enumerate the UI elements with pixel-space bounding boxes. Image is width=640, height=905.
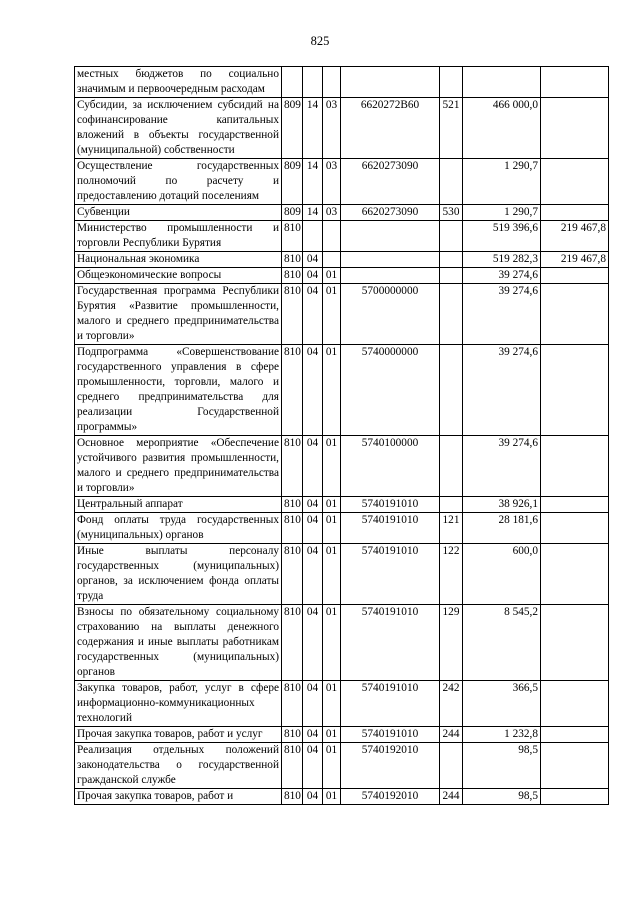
subsection-code-cell: 01 <box>323 284 341 345</box>
expense-type-cell <box>440 268 463 284</box>
target-article-cell: 5700000000 <box>341 284 440 345</box>
section-code-cell: 14 <box>303 205 323 221</box>
ministry-code-cell: 809 <box>282 98 303 159</box>
ministry-code-cell: 810 <box>282 513 303 544</box>
subsection-code-cell: 03 <box>323 98 341 159</box>
ministry-code-cell: 810 <box>282 268 303 284</box>
amount-second-cell <box>541 544 609 605</box>
budget-table <box>74 66 609 805</box>
amount-cell: 1 232,8 <box>463 727 541 743</box>
section-code-cell: 14 <box>303 159 323 205</box>
amount-second-cell <box>541 789 609 805</box>
subsection-code-cell: 01 <box>323 605 341 681</box>
expense-type-cell <box>440 345 463 436</box>
target-article-cell <box>341 67 440 98</box>
amount-cell: 39 274,6 <box>463 345 541 436</box>
amount-second-cell <box>541 284 609 345</box>
expense-type-cell <box>440 67 463 98</box>
amount-cell: 98,5 <box>463 789 541 805</box>
budget-table-body <box>75 67 609 805</box>
subsection-code-cell: 01 <box>323 544 341 605</box>
amount-cell: 39 274,6 <box>463 284 541 345</box>
section-code-cell: 04 <box>303 544 323 605</box>
row-name-cell: Взносы по обязательному социальному страхованию на выплаты денежного содержания и иные выплаты работникам государственных (муниципальных) органов <box>75 605 282 681</box>
row-name-cell: Центральный аппарат <box>75 497 282 513</box>
amount-second-cell <box>541 681 609 727</box>
expense-type-cell: 121 <box>440 513 463 544</box>
target-article-cell: 5740191010 <box>341 513 440 544</box>
section-code-cell: 04 <box>303 497 323 513</box>
expense-type-cell: 129 <box>440 605 463 681</box>
expense-type-cell <box>440 743 463 789</box>
table-row <box>75 544 609 605</box>
subsection-code-cell <box>323 221 341 252</box>
table-row <box>75 789 609 805</box>
amount-cell: 8 545,2 <box>463 605 541 681</box>
expense-type-cell <box>440 497 463 513</box>
expense-type-cell: 242 <box>440 681 463 727</box>
row-name-cell: Государственная программа Республики Бурятия «Развитие промышленности, малого и среднего предпринимательства и торговли» <box>75 284 282 345</box>
section-code-cell: 04 <box>303 345 323 436</box>
target-article-cell: 5740191010 <box>341 681 440 727</box>
subsection-code-cell: 03 <box>323 205 341 221</box>
ministry-code-cell: 810 <box>282 252 303 268</box>
ministry-code-cell: 810 <box>282 221 303 252</box>
subsection-code-cell: 01 <box>323 727 341 743</box>
section-code-cell: 14 <box>303 98 323 159</box>
row-name-cell: Прочая закупка товаров, работ и <box>75 789 282 805</box>
target-article-cell <box>341 268 440 284</box>
amount-cell: 28 181,6 <box>463 513 541 544</box>
section-code-cell: 04 <box>303 789 323 805</box>
row-name-cell: Реализация отдельных положений законодательства о государственной гражданской службе <box>75 743 282 789</box>
ministry-code-cell: 810 <box>282 743 303 789</box>
table-row <box>75 743 609 789</box>
amount-cell: 519 282,3 <box>463 252 541 268</box>
section-code-cell: 04 <box>303 513 323 544</box>
expense-type-cell <box>440 252 463 268</box>
amount-second-cell <box>541 345 609 436</box>
amount-second-cell <box>541 205 609 221</box>
row-name-cell: Подпрограмма «Совершенствование государственного управления в сфере промышленности, торговли, малого и среднего предпринимательства для реализации Государственной программы» <box>75 345 282 436</box>
amount-cell: 39 274,6 <box>463 268 541 284</box>
amount-second-cell <box>541 605 609 681</box>
row-name-cell: Субсидии, за исключением субсидий на софинансирование капитальных вложений в объекты государственной (муниципальной) собственности <box>75 98 282 159</box>
amount-cell: 1 290,7 <box>463 205 541 221</box>
amount-second-cell <box>541 67 609 98</box>
section-code-cell: 04 <box>303 681 323 727</box>
subsection-code-cell: 01 <box>323 268 341 284</box>
subsection-code-cell <box>323 67 341 98</box>
amount-second-cell <box>541 727 609 743</box>
ministry-code-cell <box>282 67 303 98</box>
expense-type-cell <box>440 221 463 252</box>
section-code-cell: 04 <box>303 605 323 681</box>
target-article-cell: 6620273090 <box>341 205 440 221</box>
table-row <box>75 345 609 436</box>
ministry-code-cell: 810 <box>282 497 303 513</box>
table-row <box>75 681 609 727</box>
amount-second-cell: 219 467,8 <box>541 221 609 252</box>
amount-second-cell <box>541 513 609 544</box>
section-code-cell: 04 <box>303 284 323 345</box>
ministry-code-cell: 810 <box>282 345 303 436</box>
ministry-code-cell: 810 <box>282 605 303 681</box>
expense-type-cell: 530 <box>440 205 463 221</box>
section-code-cell <box>303 221 323 252</box>
ministry-code-cell: 810 <box>282 284 303 345</box>
table-row <box>75 727 609 743</box>
table-row <box>75 436 609 497</box>
subsection-code-cell: 01 <box>323 789 341 805</box>
amount-cell: 366,5 <box>463 681 541 727</box>
subsection-code-cell: 01 <box>323 513 341 544</box>
target-article-cell: 5740191010 <box>341 727 440 743</box>
subsection-code-cell: 03 <box>323 159 341 205</box>
amount-cell: 98,5 <box>463 743 541 789</box>
section-code-cell: 04 <box>303 743 323 789</box>
row-name-cell: Национальная экономика <box>75 252 282 268</box>
table-row <box>75 221 609 252</box>
subsection-code-cell <box>323 252 341 268</box>
expense-type-cell: 521 <box>440 98 463 159</box>
row-name-cell: Основное мероприятие «Обеспечение устойчивого развития промышленности, малого и среднего предпринимательства и торговли» <box>75 436 282 497</box>
row-name-cell: местных бюджетов по социально значимым и первоочередным расходам <box>75 67 282 98</box>
section-code-cell <box>303 67 323 98</box>
row-name-cell: Общеэкономические вопросы <box>75 268 282 284</box>
target-article-cell: 5740191010 <box>341 605 440 681</box>
row-name-cell: Субвенции <box>75 205 282 221</box>
ministry-code-cell: 809 <box>282 205 303 221</box>
amount-cell: 519 396,6 <box>463 221 541 252</box>
amount-cell: 600,0 <box>463 544 541 605</box>
target-article-cell: 6620272B60 <box>341 98 440 159</box>
target-article-cell <box>341 252 440 268</box>
ministry-code-cell: 810 <box>282 544 303 605</box>
amount-second-cell <box>541 159 609 205</box>
target-article-cell: 5740192010 <box>341 743 440 789</box>
row-name-cell: Фонд оплаты труда государственных (муниципальных) органов <box>75 513 282 544</box>
table-row <box>75 497 609 513</box>
amount-second-cell: 219 467,8 <box>541 252 609 268</box>
expense-type-cell: 244 <box>440 727 463 743</box>
table-row <box>75 605 609 681</box>
row-name-cell: Министерство промышленности и торговли Республики Бурятия <box>75 221 282 252</box>
target-article-cell: 5740100000 <box>341 436 440 497</box>
amount-cell: 38 926,1 <box>463 497 541 513</box>
amount-cell: 39 274,6 <box>463 436 541 497</box>
expense-type-cell: 244 <box>440 789 463 805</box>
expense-type-cell: 122 <box>440 544 463 605</box>
table-row <box>75 159 609 205</box>
row-name-cell: Прочая закупка товаров, работ и услуг <box>75 727 282 743</box>
table-row <box>75 513 609 544</box>
row-name-cell: Закупка товаров, работ, услуг в сфере информационно-коммуникационных технологий <box>75 681 282 727</box>
section-code-cell: 04 <box>303 252 323 268</box>
amount-cell <box>463 67 541 98</box>
table-row <box>75 67 609 98</box>
amount-second-cell <box>541 268 609 284</box>
subsection-code-cell: 01 <box>323 497 341 513</box>
ministry-code-cell: 810 <box>282 436 303 497</box>
ministry-code-cell: 810 <box>282 789 303 805</box>
section-code-cell: 04 <box>303 727 323 743</box>
row-name-cell: Иные выплаты персоналу государственных (муниципальных) органов, за исключением фонда оплаты труда <box>75 544 282 605</box>
ministry-code-cell: 810 <box>282 681 303 727</box>
amount-second-cell <box>541 436 609 497</box>
page-number: 825 <box>310 34 330 48</box>
subsection-code-cell: 01 <box>323 345 341 436</box>
section-code-cell: 04 <box>303 268 323 284</box>
subsection-code-cell: 01 <box>323 681 341 727</box>
table-row <box>75 284 609 345</box>
expense-type-cell <box>440 284 463 345</box>
amount-cell: 466 000,0 <box>463 98 541 159</box>
target-article-cell: 5740192010 <box>341 789 440 805</box>
section-code-cell: 04 <box>303 436 323 497</box>
amount-second-cell <box>541 98 609 159</box>
table-row <box>75 268 609 284</box>
table-row <box>75 205 609 221</box>
amount-second-cell <box>541 743 609 789</box>
target-article-cell: 6620273090 <box>341 159 440 205</box>
table-row <box>75 252 609 268</box>
target-article-cell <box>341 221 440 252</box>
ministry-code-cell: 809 <box>282 159 303 205</box>
target-article-cell: 5740191010 <box>341 497 440 513</box>
subsection-code-cell: 01 <box>323 436 341 497</box>
expense-type-cell <box>440 436 463 497</box>
subsection-code-cell: 01 <box>323 743 341 789</box>
amount-second-cell <box>541 497 609 513</box>
table-row <box>75 98 609 159</box>
target-article-cell: 5740000000 <box>341 345 440 436</box>
target-article-cell: 5740191010 <box>341 544 440 605</box>
row-name-cell: Осуществление государственных полномочий по расчету и предоставлению дотаций поселениям <box>75 159 282 205</box>
expense-type-cell <box>440 159 463 205</box>
amount-cell: 1 290,7 <box>463 159 541 205</box>
ministry-code-cell: 810 <box>282 727 303 743</box>
